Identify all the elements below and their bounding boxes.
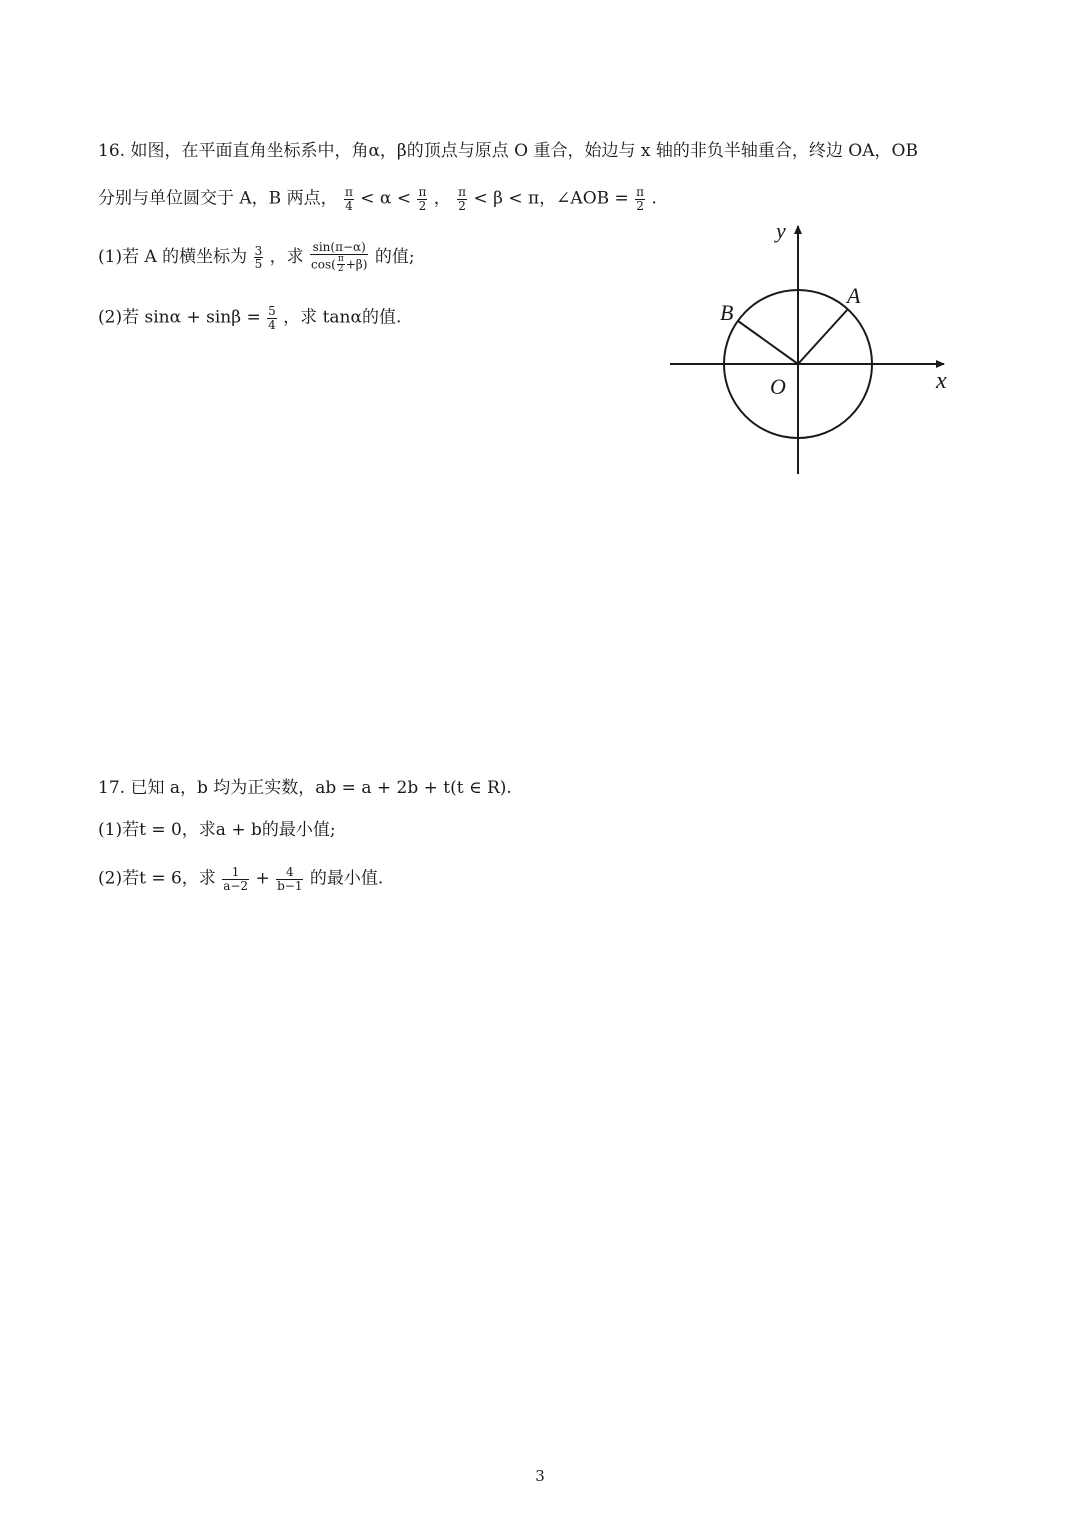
unit-circle-figure [666,216,966,481]
q16-line2-text: 分别与单位圆交于 A，B 两点， [98,188,338,209]
q16-fraction [635,186,645,212]
q16-fraction [344,186,354,212]
page-number: 3 [535,1467,545,1485]
q16-part2-prefix: (2)若 sinα + sinβ = [98,307,267,328]
frac-den: 5 [254,257,263,272]
y-axis-label: y [776,218,786,243]
q16-fraction [417,186,427,212]
q17-fraction-2 [276,866,303,892]
frac-num: π [458,185,467,199]
frac-num: 5 [268,304,276,318]
frac-den: 2 [418,198,427,213]
frac-num: 3 [254,243,263,258]
q16-part1-expression [310,241,368,274]
frac-den: 2 [337,264,344,275]
frac-den: b−1 [277,878,303,893]
frac-den: 2 [636,198,644,213]
q16-part1 [98,241,415,274]
frac-den: 4 [268,317,276,332]
q16-part1-suffix: 的值; [374,247,415,268]
q16-separator: ， [433,188,451,209]
q16-stem-line2 [98,186,657,212]
frac-num: 1 [222,866,249,880]
frac-num: sin(π−α) [310,241,368,255]
frac-den: 2 [458,198,466,213]
q16-part2-fraction [267,305,277,331]
x-axis-label: x [936,368,947,394]
origin-label: O [770,374,786,399]
q17-part1: (1)若t = 0，求a + b的最小值; [98,820,336,840]
q16-part1-fraction [254,245,264,271]
frac-den [310,255,368,275]
q16-fraction [457,186,467,212]
q16-stem-line1: 16. 如图，在平面直角坐标系中，角α，β的顶点与原点 O 重合，始边与 x 轴的非负半轴重合，终边 OA，OB [98,141,918,161]
inner-fraction [337,255,345,275]
q17-part2 [98,866,383,892]
frac-num: π [418,185,427,199]
q17-part2-suffix: 的最小值. [309,868,384,889]
q16-part2-suffix: ，求 tanα的值. [283,307,402,328]
q16-part2 [98,305,401,331]
q16-inequality: < β < π，∠AOB = [473,188,635,209]
q17-fraction-1 [222,866,249,892]
q17-stem: 17. 已知 a，b 均为正实数，ab = a + 2b + t(t ∈ R). [98,778,512,798]
q16-part1-prefix: (1)若 A 的横坐标为 [98,247,248,268]
q16-part1-mid: ，求 [269,247,304,268]
q17-plus: + [255,868,276,889]
point-a-label: A [847,283,861,308]
point-b-label: B [720,300,734,325]
cos-open: cos( [311,257,336,272]
frac-num: 4 [276,866,303,880]
q16-period: . [651,188,657,209]
frac-den: a−2 [223,878,249,893]
segment-ob [738,321,798,364]
frac-num: π [344,185,353,199]
frac-num: π [337,253,344,264]
q16-inequality: < α < [360,188,417,209]
q17-part2-prefix: (2)若t = 6，求 [98,868,216,889]
segment-oa [798,309,848,364]
frac-num: π [636,185,645,199]
cos-close: +β) [345,257,368,272]
frac-den: 4 [345,198,353,213]
